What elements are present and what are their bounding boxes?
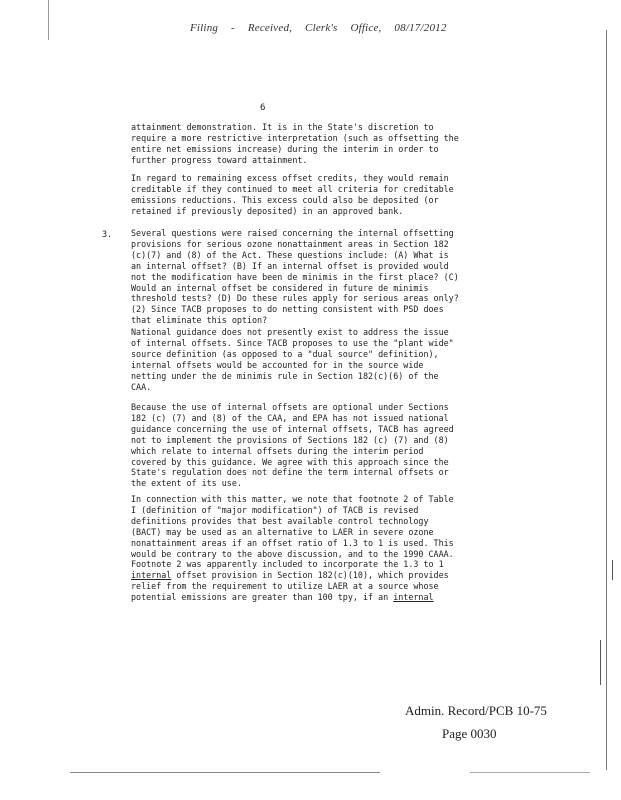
item-number: 3.: [102, 229, 113, 239]
underlined-word: internal: [393, 592, 434, 602]
admin-record-stamp: Admin. Record/PCB 10-75: [405, 703, 547, 718]
paragraph-4: National guidance does not presently exist to address the issue of internal offsets. Since TACB proposes to use the "plant wide" source definition (as opposed to a "dual source" definition), internal offsets would be accounted for in the source wide netting under the de minimis rule in Section 182(c)(6) of the CAA.: [131, 327, 454, 392]
scan-bottom-line: [470, 772, 590, 773]
scan-edge-right: [606, 30, 607, 770]
paragraph-6-line: potential emissions are greater than 100 tpy, if an internal: [131, 592, 434, 602]
scan-mark: [600, 640, 601, 685]
underlined-word: internal: [131, 570, 172, 580]
paragraph-2: In regard to remaining excess offset credits, they would remain creditable if they continued to meet all criteria for creditable emissions reductions. This excess could also be deposited (or retained if previously deposited) in an approved bank.: [131, 173, 454, 216]
filing-header: Filing - Received, Clerk's Office, 08/17/2012: [190, 22, 447, 34]
scan-mark: [612, 560, 613, 580]
scan-edge-left: [48, 0, 49, 40]
page-number: 6: [260, 103, 266, 113]
paragraph-6-line: internal offset provision in Section 182(c)(10), which provides: [131, 570, 449, 580]
paragraph-5: Because the use of internal offsets are optional under Sections 182 (c) (7) and (8) of the CAA, and EPA has not issued national guidance concerning the use of internal offsets, TACB has agreed not to implement the provisions of Sections 182 (c) (7) and (8) which relate to internal offsets during the interim period covered by this guidance. We agree with this approach since the State's regulation does not define the term internal offsets or the extent of its use.: [131, 402, 454, 489]
scan-bottom-line: [70, 772, 380, 773]
paragraph-6-line: relief from the requirement to utilize LAER at a source whose: [131, 581, 439, 591]
paragraph-3: Several questions were raised concerning the internal offsetting provisions for serious ozone nonattainment areas in Section 182 (c)(7) and (8) of the Act. These questions include: (A) What is an internal offset? (B) If an internal offset is provided would not the modification have been de minimis in the first place? (C) Would an internal offset be considered in future de minimis threshold tests? (D) Do these rules apply for serious areas only? (2) Since TACB proposes to do netting consistent with PSD does that eliminate this option?: [131, 228, 459, 326]
paragraph-6: In connection with this matter, we note that footnote 2 of Table I (definition of "major modification") of TACB is revised definitions provides that best available control technology (BACT) may be used as an alternative to LAER in severe ozone nonattainment areas if an offset ratio of 1.3 to 1 is used. This would be contrary to the above discussion, and to the 1990 CAAA. Footnote 2 was apparently included to incorporate the 1.3 to 1: [131, 494, 454, 570]
paragraph-1: attainment demonstration. It is in the State's discretion to require a more restrictive interpretation (such as offsetting the entire net emissions increase) during the interim in order to further progress toward attainment.: [131, 122, 459, 165]
page-stamp: Page 0030: [442, 726, 497, 741]
